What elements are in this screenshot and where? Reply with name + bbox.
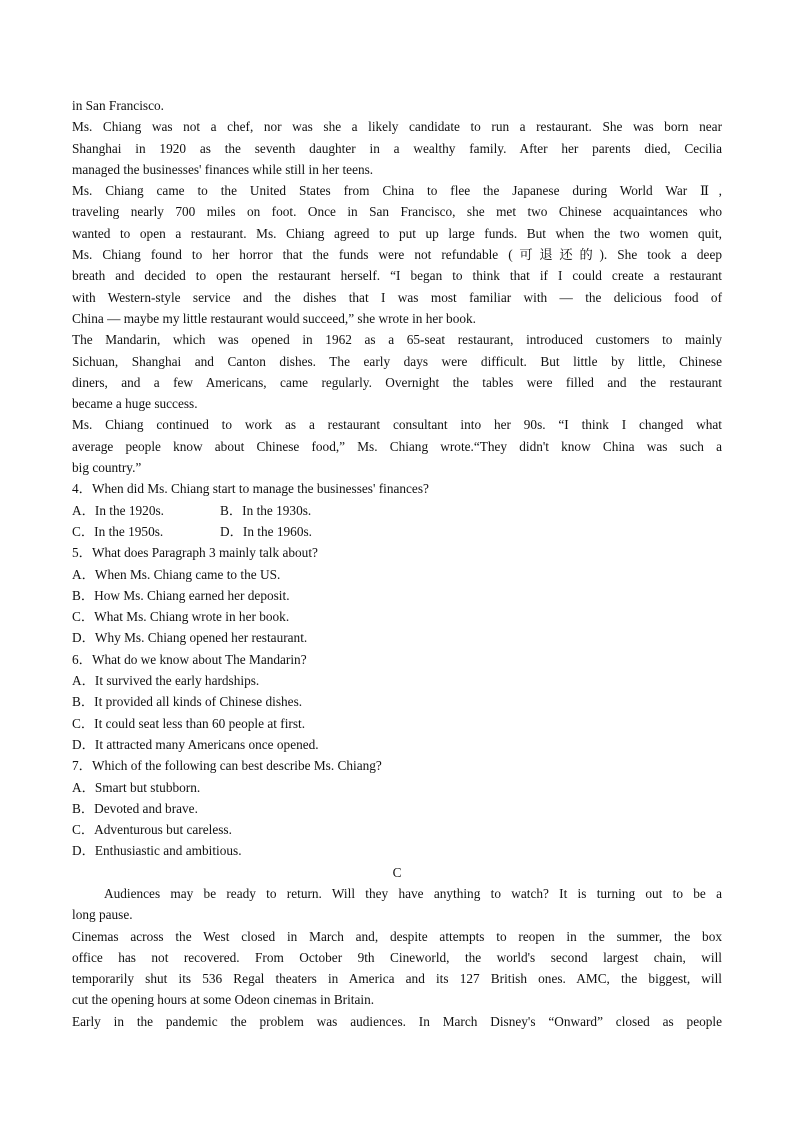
option-b: B．Devoted and brave.: [72, 800, 198, 816]
text-line: wanted to open a restaurant. Ms. Chiang agreed to put up large funds. But when the two women quit,: [72, 225, 722, 241]
option-b: B．How Ms. Chiang earned her deposit.: [72, 587, 290, 603]
option-b: B．It provided all kinds of Chinese dishes.: [72, 694, 303, 710]
passage-b: [72, 95, 722, 478]
text-line: Sichuan, Shanghai and Canton dishes. The early days were difficult. But little by little, Chinese: [72, 353, 722, 369]
text-line: Audiences may be ready to return. Will they have anything to watch? It is turning out to be a: [104, 885, 722, 901]
question-stem: 7．Which of the following can best describe Ms. Chiang?: [72, 758, 382, 774]
option-d: D．It attracted many Americans once opened.: [72, 736, 319, 752]
text-line: Shanghai in 1920 as the seventh daughter in a wealthy family. After her parents died, Cecilia: [72, 140, 722, 156]
option-row: [72, 500, 722, 521]
document-page: [72, 95, 722, 1032]
text-line: long pause.: [72, 907, 133, 923]
text-line: office has not recovered. From October 9th Cineworld, the world's second largest chain, will: [72, 949, 722, 965]
passage-c: [72, 862, 722, 1032]
option-a: A．When Ms. Chiang came to the US.: [72, 566, 281, 582]
question-5: [72, 542, 722, 648]
option-d: D．In the 1960s.: [220, 523, 312, 539]
text-line: with Western-style service and the dishes that I was most familiar with — the delicious food of: [72, 289, 722, 305]
text-line: Ms. Chiang continued to work as a restaurant consultant into her 90s. “I think I changed what: [72, 417, 722, 433]
question-4: [72, 478, 722, 542]
text-line: managed the businesses' finances while still in her teens.: [72, 161, 374, 177]
question-stem: 5．What does Paragraph 3 mainly talk about?: [72, 545, 318, 561]
text-line: Ms. Chiang was not a chef, nor was she a likely candidate to run a restaurant. She was born near: [72, 119, 722, 135]
option-row: [72, 521, 722, 542]
option-a: A．Smart but stubborn.: [72, 779, 201, 795]
option-a: A．It survived the early hardships.: [72, 673, 260, 689]
text-line: Cinemas across the West closed in March and, despite attempts to reopen in the summer, the box: [72, 928, 722, 944]
text-line: big country.”: [72, 460, 142, 476]
text-line: The Mandarin, which was opened in 1962 as a 65-seat restaurant, introduced customers to mainly: [72, 332, 722, 348]
option-a: A．In the 1920s.: [72, 502, 164, 518]
text-line: Ms. Chiang came to the United States from China to flee the Japanese during World War Ⅱ,: [72, 183, 722, 199]
option-c: C．What Ms. Chiang wrote in her book.: [72, 609, 290, 625]
option-c: C．Adventurous but careless.: [72, 822, 232, 838]
question-stem: 4．When did Ms. Chiang start to manage the businesses' finances?: [72, 481, 429, 497]
question-stem: 6．What do we know about The Mandarin?: [72, 651, 307, 667]
option-d: D．Enthusiastic and ambitious.: [72, 843, 242, 859]
text-line: Ms. Chiang found to her horror that the funds were not refundable (可退还的). She took a deep: [72, 247, 722, 263]
option-b: B．In the 1930s.: [220, 502, 312, 518]
text-line: became a huge success.: [72, 396, 198, 412]
text-line: Early in the pandemic the problem was audiences. In March Disney's “Onward” closed as people: [72, 1013, 722, 1029]
section-heading: C: [392, 864, 402, 880]
option-d: D．Why Ms. Chiang opened her restaurant.: [72, 630, 308, 646]
text-line: temporarily shut its 536 Regal theaters in America and its 127 British ones. AMC, the biggest, will: [72, 971, 722, 987]
text-line: cut the opening hours at some Odeon cinemas in Britain.: [72, 992, 375, 1008]
question-7: [72, 755, 722, 861]
text-line: diners, and a few Americans, came regularly. Overnight the tables were filled and the restaurant: [72, 374, 722, 390]
option-c: C．In the 1950s.: [72, 523, 164, 539]
text-line: in San Francisco.: [72, 98, 164, 113]
text-line: average people know about Chinese food,” Ms. Chiang wrote.“They didn't know China was such a: [72, 438, 722, 454]
option-c: C．It could seat less than 60 people at first.: [72, 715, 306, 731]
text-line: breath and decided to open the restaurant herself. “I began to think that if I could create a restaurant: [72, 268, 722, 284]
question-6: [72, 649, 722, 755]
text-line: China — maybe my little restaurant would succeed,” she wrote in her book.: [72, 310, 476, 326]
text-line: traveling nearly 700 miles on foot. Once in San Francisco, she met two Chinese acquaintances who: [72, 204, 722, 220]
